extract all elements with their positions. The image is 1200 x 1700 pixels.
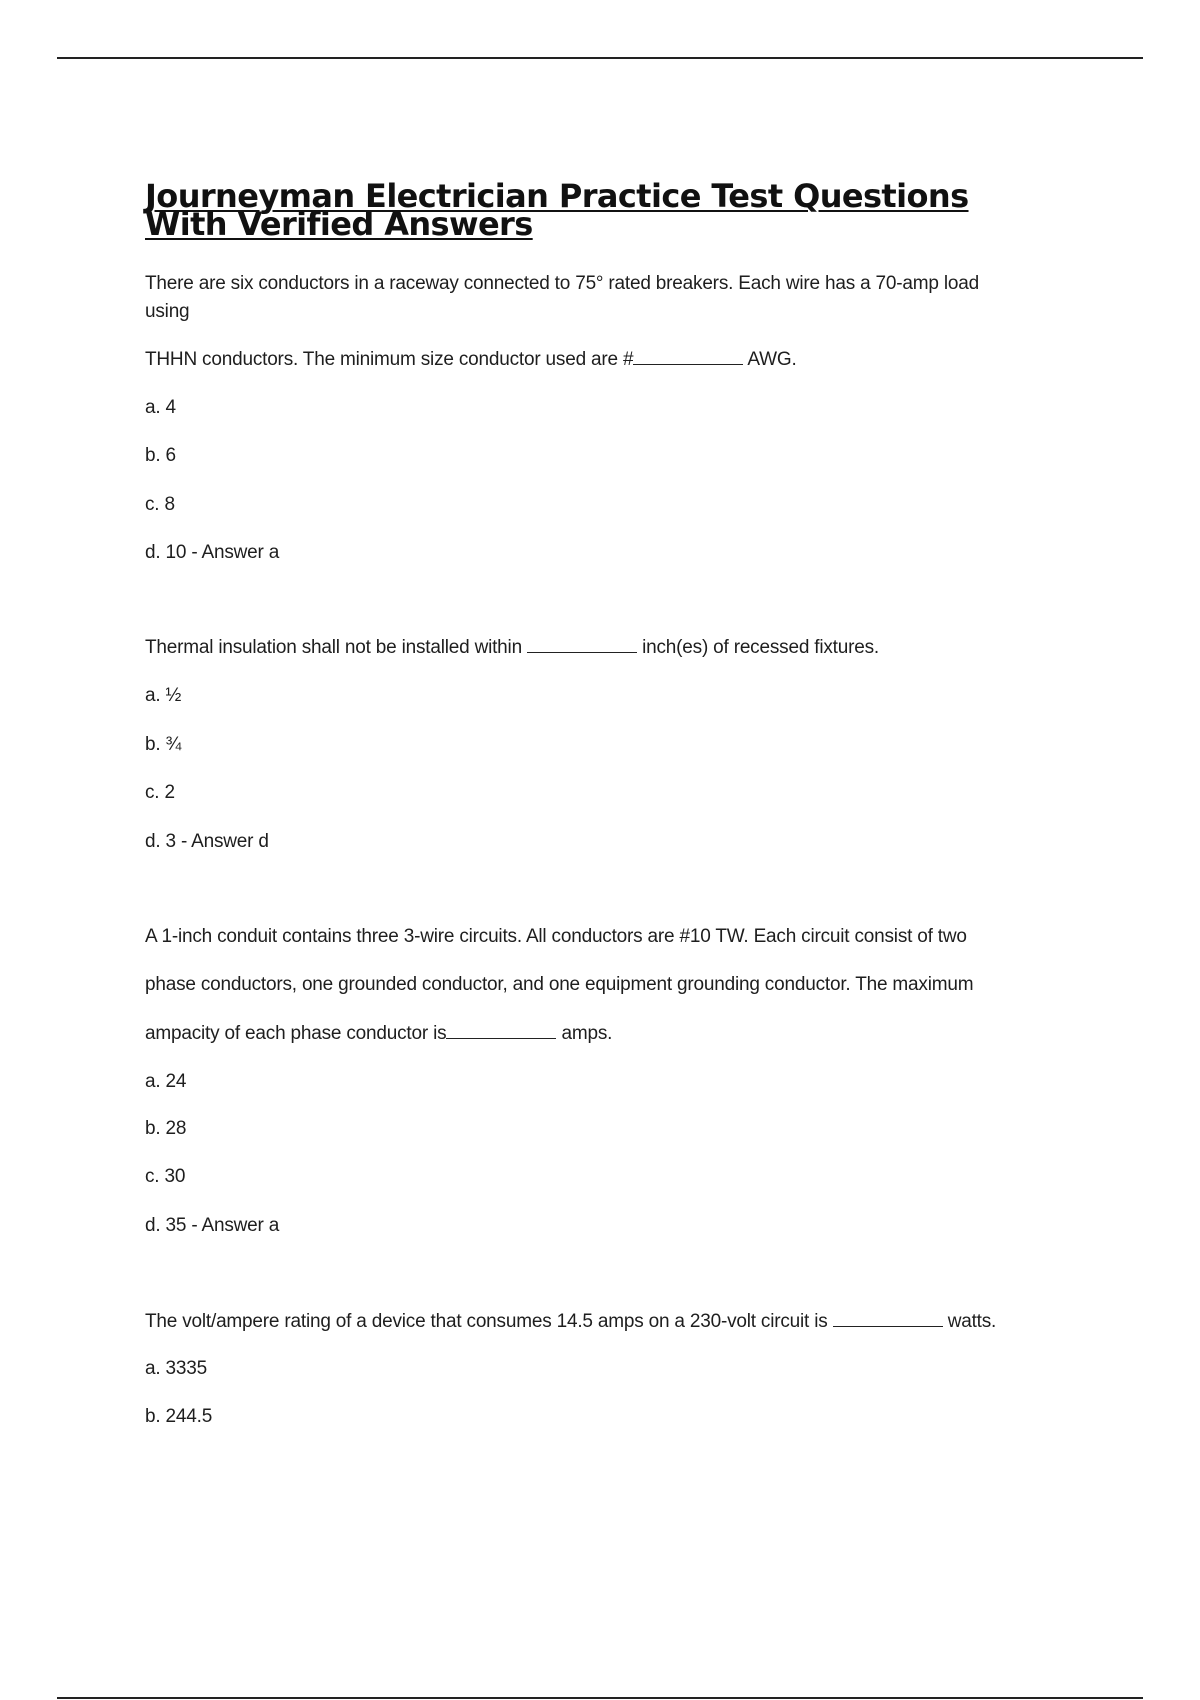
question-1-stem-line-1: There are six conductors in a raceway connected to 75° rated breakers. Each wire has a 70-amp load bbox=[145, 273, 979, 294]
question-3-stem-line-1: A 1-inch conduit contains three 3-wire circuits. All conductors are #10 TW. Each circuit consist of two bbox=[145, 926, 967, 947]
question-2-option-b: b. ¾ bbox=[145, 734, 182, 755]
question-1-stem-unit: AWG. bbox=[743, 349, 797, 370]
question-3-stem-line-3 bbox=[145, 1022, 612, 1046]
question-4-option-a: a. 3335 bbox=[145, 1358, 207, 1379]
question-2-stem-text: Thermal insulation shall not be installed within bbox=[145, 637, 528, 658]
question-4-stem-unit: watts. bbox=[942, 1311, 997, 1332]
question-2-stem-unit: inch(es) of recessed fixtures. bbox=[637, 637, 879, 658]
question-3-stem-line-2: phase conductors, one grounded conductor, and one equipment grounding conductor. The maximum bbox=[145, 974, 974, 995]
question-1-option-c: c. 8 bbox=[145, 494, 175, 515]
question-2-option-a: a. ½ bbox=[145, 685, 182, 706]
question-3-option-b: b. 28 bbox=[145, 1118, 187, 1139]
question-1-option-d: d. 10 - Answer a bbox=[145, 542, 280, 563]
question-4-stem bbox=[145, 1310, 996, 1334]
answer-blank bbox=[633, 348, 743, 365]
question-1-option-a: a. 4 bbox=[145, 397, 176, 418]
answer-blank bbox=[446, 1022, 556, 1039]
document-title: Journeyman Electrician Practice Test Questions With Verified Answers bbox=[145, 177, 969, 243]
question-1-option-b: b. 6 bbox=[145, 445, 176, 466]
question-2-stem bbox=[145, 636, 879, 660]
footer-rule bbox=[57, 1697, 1143, 1699]
question-1-stem-line-2: using bbox=[145, 301, 190, 322]
header-rule bbox=[57, 57, 1143, 59]
question-3-option-d: d. 35 - Answer a bbox=[145, 1215, 280, 1236]
question-3-option-c: c. 30 bbox=[145, 1166, 186, 1187]
question-2-option-d: d. 3 - Answer d bbox=[145, 831, 269, 852]
question-1-stem-text: THHN conductors. The minimum size conductor used are # bbox=[145, 349, 634, 370]
answer-blank bbox=[833, 1310, 943, 1327]
question-1-stem-line-3 bbox=[145, 348, 797, 372]
question-4-option-b: b. 244.5 bbox=[145, 1406, 213, 1427]
question-3-stem-unit: amps. bbox=[556, 1023, 613, 1044]
question-3-stem-text: ampacity of each phase conductor is bbox=[145, 1023, 447, 1044]
question-4-stem-text: The volt/ampere rating of a device that consumes 14.5 amps on a 230-volt circuit is bbox=[145, 1311, 833, 1332]
question-2-option-c: c. 2 bbox=[145, 782, 175, 803]
question-3-option-a: a. 24 bbox=[145, 1071, 187, 1092]
answer-blank bbox=[527, 636, 637, 653]
